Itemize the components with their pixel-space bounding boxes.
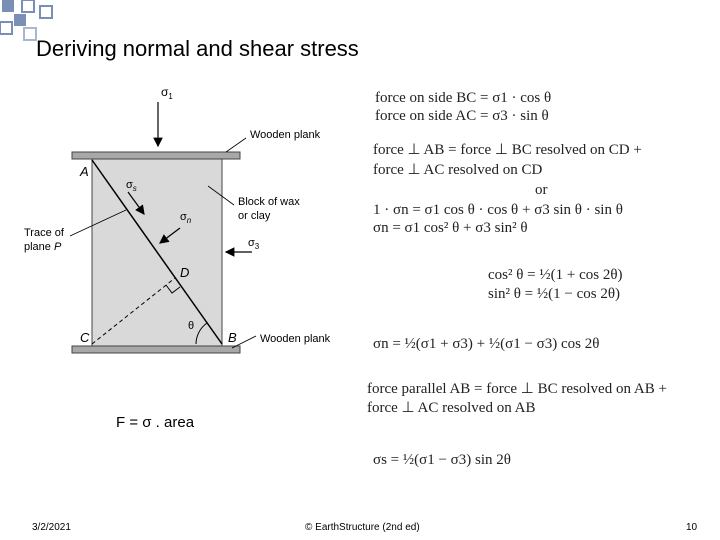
eq-force-perp-ab: force ⊥ AB = force ⊥ BC resolved on CD +: [373, 142, 642, 158]
point-a-label: A: [80, 164, 89, 179]
eq-or: or: [535, 182, 548, 198]
bottom-wooden-plank: [72, 346, 240, 353]
footer-page-number: 10: [686, 522, 698, 533]
eq-sigma-n-final: σn = ½(σ1 + σ3) + ½(σ1 − σ3) cos 2θ: [373, 336, 600, 352]
theta-label: θ: [188, 320, 195, 332]
trace-label-line1: Trace of: [24, 227, 64, 239]
point-b-label: B: [228, 330, 237, 345]
sigma-s-label: $\sigma_s$: [126, 179, 137, 193]
deco-square: [14, 14, 26, 26]
eq-cos-identity: cos² θ = ½(1 + cos 2θ): [488, 267, 623, 283]
footer-source: © EarthStructure (2nd ed): [305, 522, 420, 533]
footer-date: 3/2/2021: [32, 522, 71, 533]
sigma1-label: $\sigma_1$: [161, 85, 173, 101]
eq-force-perp-ac-ab: force ⊥ AC resolved on AB: [367, 400, 536, 416]
point-d-label: D: [180, 265, 190, 280]
eq-force-bc: force on side BC = σ1 · cos θ: [375, 90, 552, 106]
top-plank-leader: [226, 138, 246, 152]
top-plank-label: Wooden plank: [250, 129, 321, 141]
block-label-line2: or clay: [238, 210, 271, 222]
stress-block-diagram: [20, 80, 360, 380]
force-equation: F = σ . area: [116, 414, 195, 431]
sigma-n-label: $\sigma_n$: [180, 211, 192, 225]
deco-square: [22, 0, 34, 12]
eq-force-ac: force on side AC = σ3 · sin θ: [375, 108, 549, 124]
bottom-plank-label: Wooden plank: [260, 333, 331, 345]
deco-square: [24, 28, 36, 40]
point-c-label: C: [80, 330, 90, 345]
eq-sigma-n-expanded: 1 · σn = σ1 cos θ · cos θ + σ3 sin θ · sin θ: [373, 202, 623, 218]
eq-sigma-n-cos2: σn = σ1 cos² θ + σ3 sin² θ: [373, 220, 528, 236]
block-label-line1: Block of wax: [238, 196, 300, 208]
deco-square: [40, 6, 52, 18]
sigma3-label: $\sigma_3$: [248, 237, 260, 251]
trace-label-line2: plane P: [24, 241, 62, 253]
eq-sin-identity: sin² θ = ½(1 − cos 2θ): [488, 286, 621, 302]
deco-square: [0, 22, 12, 34]
deco-square: [2, 0, 14, 12]
eq-force-perp-ac: force ⊥ AC resolved on CD: [373, 162, 543, 178]
top-wooden-plank: [72, 152, 240, 159]
slide-title: Deriving normal and shear stress: [36, 36, 359, 61]
eq-force-parallel-ab: force parallel AB = force ⊥ BC resolved on AB +: [367, 381, 667, 397]
eq-sigma-s-final: σs = ½(σ1 − σ3) sin 2θ: [373, 452, 511, 468]
